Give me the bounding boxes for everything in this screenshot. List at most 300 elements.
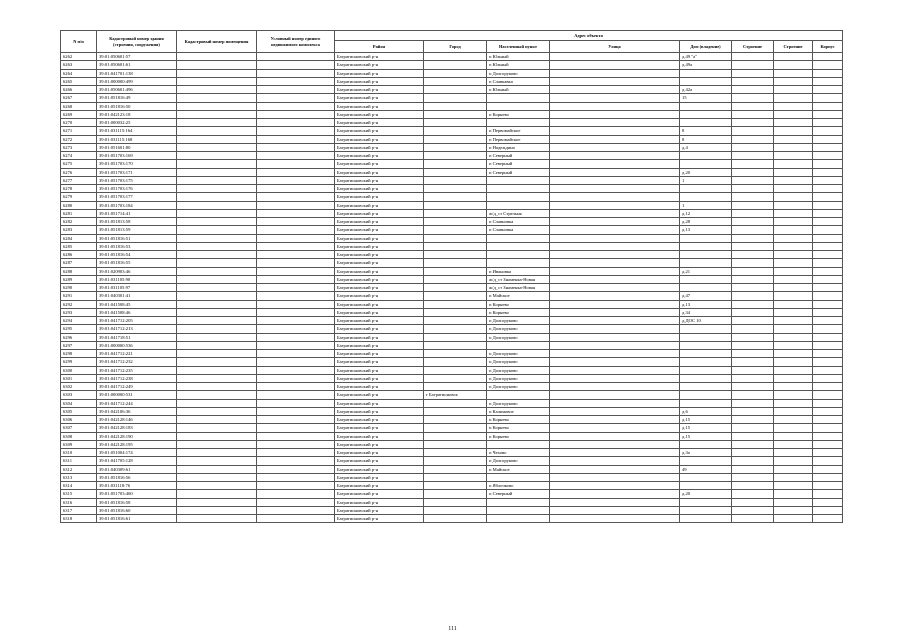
cell-cond-number — [257, 160, 335, 168]
cell-structure — [774, 407, 813, 415]
cell-cad-building: 39:01:051816:61 — [97, 515, 177, 523]
cell-district: Багратионовский р-н — [335, 432, 424, 440]
cell-cad-building: 39:01:041712:235 — [97, 366, 177, 374]
cell-cad-building: 39:01:051816:56 — [97, 473, 177, 481]
cell-num: 6314 — [61, 482, 97, 490]
cell-cad-building: 39:01:031118:76 — [97, 482, 177, 490]
cell-house: 8 — [680, 127, 732, 135]
cell-building — [732, 465, 774, 473]
cell-house: 1 — [680, 176, 732, 184]
cell-korpus — [813, 457, 843, 465]
cell-korpus — [813, 407, 843, 415]
cell-structure — [774, 209, 813, 217]
cell-cad-room — [177, 308, 257, 316]
cell-city — [424, 407, 487, 415]
cell-district: Багратионовский р-н — [335, 53, 424, 61]
cell-cad-room — [177, 209, 257, 217]
cell-cond-number — [257, 416, 335, 424]
cell-structure — [774, 465, 813, 473]
cell-city — [424, 201, 487, 209]
table-row — [61, 127, 843, 135]
cell-korpus — [813, 383, 843, 391]
cell-building — [732, 482, 774, 490]
table-row — [61, 267, 843, 275]
cell-street — [550, 374, 680, 382]
cell-settlement: п Долгоруково — [487, 333, 550, 341]
cell-settlement — [487, 498, 550, 506]
table-row — [61, 251, 843, 259]
cell-cond-number — [257, 440, 335, 448]
cell-cond-number — [257, 86, 335, 94]
cell-cad-building: 39:01:051816:54 — [97, 251, 177, 259]
cell-cad-building: 39:01:051816:50 — [97, 102, 177, 110]
cell-structure — [774, 267, 813, 275]
cell-cad-room — [177, 341, 257, 349]
cell-cad-room — [177, 119, 257, 127]
cell-city — [424, 259, 487, 267]
cell-building — [732, 119, 774, 127]
cell-city — [424, 473, 487, 481]
cell-cad-room — [177, 160, 257, 168]
cell-num: 6283 — [61, 226, 97, 234]
cell-building — [732, 127, 774, 135]
cell-cond-number — [257, 317, 335, 325]
cell-street — [550, 350, 680, 358]
cell-num: 6295 — [61, 325, 97, 333]
cell-house — [680, 473, 732, 481]
cell-street — [550, 234, 680, 242]
cell-cad-building: 39:01:051703:175 — [97, 176, 177, 184]
cell-settlement: п Долгоруково — [487, 69, 550, 77]
cell-cad-room — [177, 317, 257, 325]
cell-house: д.49а — [680, 61, 732, 69]
cell-cond-number — [257, 407, 335, 415]
cell-cad-building: 39:01:042128:195 — [97, 440, 177, 448]
cell-settlement: ж/д_ст Стрельня — [487, 209, 550, 217]
cell-cond-number — [257, 127, 335, 135]
cell-cad-room — [177, 193, 257, 201]
table-row — [61, 209, 843, 217]
cell-structure — [774, 234, 813, 242]
cell-cad-room — [177, 185, 257, 193]
cell-korpus — [813, 482, 843, 490]
cell-cond-number — [257, 366, 335, 374]
cell-house — [680, 399, 732, 407]
cell-district: Багратионовский р-н — [335, 482, 424, 490]
table-row — [61, 119, 843, 127]
cell-house — [680, 69, 732, 77]
header-structure: Строение — [774, 41, 813, 53]
table-row — [61, 341, 843, 349]
cell-street — [550, 226, 680, 234]
cell-street — [550, 308, 680, 316]
cell-korpus — [813, 267, 843, 275]
cell-building — [732, 160, 774, 168]
cell-structure — [774, 176, 813, 184]
table-row — [61, 465, 843, 473]
cell-building — [732, 366, 774, 374]
cell-settlement: п Долгоруково — [487, 350, 550, 358]
cell-cond-number — [257, 457, 335, 465]
cell-cad-building: 39:01:041712:205 — [97, 317, 177, 325]
cell-num: 6292 — [61, 300, 97, 308]
cell-settlement: ж/д_ст Знаменка-Новая — [487, 275, 550, 283]
cell-korpus — [813, 152, 843, 160]
cell-num: 6288 — [61, 267, 97, 275]
cell-num: 6262 — [61, 53, 97, 61]
cell-korpus — [813, 119, 843, 127]
cell-street — [550, 449, 680, 457]
cell-settlement: п Славновка — [487, 226, 550, 234]
cell-cond-number — [257, 119, 335, 127]
cell-cond-number — [257, 449, 335, 457]
table-row — [61, 259, 843, 267]
cell-cad-building: 39:01:042128:183 — [97, 424, 177, 432]
cell-cad-building: 39:01:000000:536 — [97, 341, 177, 349]
cell-cond-number — [257, 482, 335, 490]
cell-city — [424, 143, 487, 151]
cell-korpus — [813, 193, 843, 201]
cell-num: 6285 — [61, 242, 97, 250]
cell-house — [680, 341, 732, 349]
cell-num: 6313 — [61, 473, 97, 481]
cell-district: Багратионовский р-н — [335, 292, 424, 300]
cell-structure — [774, 94, 813, 102]
cell-settlement: п Северный — [487, 160, 550, 168]
cell-cad-building: 39:01:020903:46 — [97, 267, 177, 275]
cell-korpus — [813, 424, 843, 432]
cell-house — [680, 457, 732, 465]
cell-structure — [774, 383, 813, 391]
cell-korpus — [813, 391, 843, 399]
table-row — [61, 440, 843, 448]
cell-settlement: ж/д_ст Знаменка-Новая — [487, 284, 550, 292]
cell-korpus — [813, 341, 843, 349]
cell-num: 6284 — [61, 234, 97, 242]
cell-korpus — [813, 69, 843, 77]
cell-settlement — [487, 185, 550, 193]
cell-structure — [774, 424, 813, 432]
cell-cad-room — [177, 94, 257, 102]
cell-street — [550, 465, 680, 473]
cell-building — [732, 424, 774, 432]
table-row — [61, 53, 843, 61]
cell-settlement — [487, 242, 550, 250]
cell-cad-room — [177, 226, 257, 234]
cell-structure — [774, 498, 813, 506]
table-row — [61, 102, 843, 110]
cell-city — [424, 86, 487, 94]
table-row — [61, 416, 843, 424]
cell-cond-number — [257, 168, 335, 176]
cell-cad-room — [177, 143, 257, 151]
cell-structure — [774, 358, 813, 366]
cell-street — [550, 424, 680, 432]
cell-building — [732, 317, 774, 325]
cell-cad-building: 39:01:051601:80 — [97, 143, 177, 151]
cell-city — [424, 284, 487, 292]
cell-city — [424, 61, 487, 69]
cell-cad-building: 39:01:051703:169 — [97, 152, 177, 160]
cell-district: Багратионовский р-н — [335, 251, 424, 259]
cell-korpus — [813, 160, 843, 168]
cell-cond-number — [257, 498, 335, 506]
cell-cond-number — [257, 399, 335, 407]
cell-building — [732, 226, 774, 234]
cell-street — [550, 267, 680, 275]
cell-street — [550, 333, 680, 341]
cell-building — [732, 440, 774, 448]
cell-street — [550, 168, 680, 176]
cell-korpus — [813, 333, 843, 341]
cell-cad-room — [177, 506, 257, 514]
cell-cond-number — [257, 94, 335, 102]
cell-structure — [774, 325, 813, 333]
cell-building — [732, 350, 774, 358]
cell-street — [550, 515, 680, 523]
cell-settlement: п Ивановка — [487, 267, 550, 275]
cell-street — [550, 358, 680, 366]
cell-settlement: п Корнево — [487, 300, 550, 308]
cell-korpus — [813, 498, 843, 506]
cell-house: д.4 — [680, 143, 732, 151]
cell-city — [424, 193, 487, 201]
cell-building — [732, 185, 774, 193]
cell-cad-building: 39:01:051816:51 — [97, 234, 177, 242]
table-row — [61, 143, 843, 151]
table-row — [61, 94, 843, 102]
cell-district: Багратионовский р-н — [335, 374, 424, 382]
cell-building — [732, 333, 774, 341]
cell-district: Багратионовский р-н — [335, 152, 424, 160]
cell-city — [424, 234, 487, 242]
cell-cad-building: 39:01:042106:36 — [97, 407, 177, 415]
cell-city — [424, 374, 487, 382]
cell-cad-room — [177, 440, 257, 448]
cell-settlement: п Южный — [487, 86, 550, 94]
cell-district: Багратионовский р-н — [335, 275, 424, 283]
cell-settlement: п Чехово — [487, 449, 550, 457]
cell-structure — [774, 127, 813, 135]
cell-settlement: п Северный — [487, 168, 550, 176]
cell-district: Багратионовский р-н — [335, 498, 424, 506]
cell-cad-building: 39:01:031115:164 — [97, 127, 177, 135]
cell-settlement — [487, 391, 550, 399]
cell-korpus — [813, 176, 843, 184]
cell-korpus — [813, 53, 843, 61]
cell-street — [550, 201, 680, 209]
cell-settlement — [487, 506, 550, 514]
cell-cad-room — [177, 366, 257, 374]
cell-cond-number — [257, 176, 335, 184]
cell-num: 6304 — [61, 399, 97, 407]
cell-city — [424, 127, 487, 135]
cell-cad-building: 39:01:041705:128 — [97, 457, 177, 465]
cell-num: 6270 — [61, 119, 97, 127]
cell-num: 6264 — [61, 69, 97, 77]
cell-city — [424, 424, 487, 432]
cell-cond-number — [257, 201, 335, 209]
cell-num: 6309 — [61, 440, 97, 448]
header-num: N п/п — [61, 31, 97, 53]
table-row — [61, 366, 843, 374]
cell-house — [680, 350, 732, 358]
cell-district: Багратионовский р-н — [335, 350, 424, 358]
cell-korpus — [813, 127, 843, 135]
cell-district: Багратионовский р-н — [335, 226, 424, 234]
cell-structure — [774, 490, 813, 498]
cell-structure — [774, 399, 813, 407]
cell-num: 6296 — [61, 333, 97, 341]
cell-house — [680, 193, 732, 201]
cell-num: 6278 — [61, 185, 97, 193]
cell-street — [550, 94, 680, 102]
cell-house — [680, 284, 732, 292]
cell-num: 6281 — [61, 209, 97, 217]
cell-building — [732, 275, 774, 283]
cell-street — [550, 102, 680, 110]
cell-cond-number — [257, 358, 335, 366]
cell-city — [424, 350, 487, 358]
cell-settlement: п Майское — [487, 465, 550, 473]
cell-house — [680, 358, 732, 366]
cell-korpus — [813, 292, 843, 300]
cell-district: Багратионовский р-н — [335, 127, 424, 135]
cell-cad-room — [177, 251, 257, 259]
table-row — [61, 391, 843, 399]
cell-district: Багратионовский р-н — [335, 506, 424, 514]
cell-settlement — [487, 251, 550, 259]
cell-structure — [774, 366, 813, 374]
cell-korpus — [813, 94, 843, 102]
cell-cad-room — [177, 61, 257, 69]
cell-structure — [774, 432, 813, 440]
cell-cond-number — [257, 152, 335, 160]
header-building: Строение — [732, 41, 774, 53]
cell-settlement — [487, 259, 550, 267]
table-row — [61, 350, 843, 358]
cell-street — [550, 482, 680, 490]
cell-street — [550, 209, 680, 217]
cell-city — [424, 515, 487, 523]
cell-district: Багратионовский р-н — [335, 515, 424, 523]
cell-structure — [774, 185, 813, 193]
cell-house — [680, 160, 732, 168]
cell-cad-building: 39:01:051816:60 — [97, 506, 177, 514]
cell-korpus — [813, 135, 843, 143]
cell-structure — [774, 341, 813, 349]
cell-street — [550, 391, 680, 399]
cell-district: Багратионовский р-н — [335, 201, 424, 209]
cell-district: Багратионовский р-н — [335, 102, 424, 110]
cell-street — [550, 473, 680, 481]
cell-district: Багратионовский р-н — [335, 473, 424, 481]
cell-house: д.49 "а" — [680, 53, 732, 61]
cell-cad-room — [177, 201, 257, 209]
cell-district: Багратионовский р-н — [335, 119, 424, 127]
cell-street — [550, 119, 680, 127]
cell-settlement — [487, 193, 550, 201]
cell-street — [550, 242, 680, 250]
cell-district: Багратионовский р-н — [335, 242, 424, 250]
cell-street — [550, 251, 680, 259]
cell-district: Багратионовский р-н — [335, 457, 424, 465]
cell-cad-room — [177, 482, 257, 490]
cell-cond-number — [257, 506, 335, 514]
cell-cond-number — [257, 383, 335, 391]
cell-building — [732, 457, 774, 465]
cell-num: 6303 — [61, 391, 97, 399]
cell-korpus — [813, 506, 843, 514]
cell-building — [732, 77, 774, 85]
cell-cad-room — [177, 432, 257, 440]
cell-cad-building: 39:01:041712:221 — [97, 350, 177, 358]
cell-cond-number — [257, 251, 335, 259]
cell-cond-number — [257, 391, 335, 399]
cell-cond-number — [257, 53, 335, 61]
cell-num: 6271 — [61, 127, 97, 135]
cell-city — [424, 275, 487, 283]
cell-street — [550, 300, 680, 308]
cell-street — [550, 193, 680, 201]
cell-structure — [774, 201, 813, 209]
header-korpus: Корпус — [813, 41, 843, 53]
cell-house: 8 — [680, 135, 732, 143]
cell-building — [732, 490, 774, 498]
table-row — [61, 300, 843, 308]
cell-settlement — [487, 234, 550, 242]
cell-street — [550, 53, 680, 61]
cell-house: д.21 — [680, 267, 732, 275]
cell-cad-room — [177, 465, 257, 473]
cell-cad-building: 39:01:051703:184 — [97, 201, 177, 209]
cell-num: 6280 — [61, 201, 97, 209]
cell-korpus — [813, 473, 843, 481]
cell-cad-room — [177, 152, 257, 160]
cell-num: 6299 — [61, 358, 97, 366]
cell-house: 49 — [680, 465, 732, 473]
cell-city — [424, 399, 487, 407]
cell-building — [732, 242, 774, 250]
header-house: Дом (владение) — [680, 41, 732, 53]
cell-building — [732, 506, 774, 514]
cell-settlement: п Корнево — [487, 424, 550, 432]
cell-house: д.15 — [680, 416, 732, 424]
cell-cad-room — [177, 77, 257, 85]
cell-korpus — [813, 77, 843, 85]
cell-settlement: п Славновка — [487, 218, 550, 226]
cell-building — [732, 473, 774, 481]
cell-district: Багратионовский р-н — [335, 341, 424, 349]
cell-korpus — [813, 143, 843, 151]
cell-cad-room — [177, 399, 257, 407]
cell-street — [550, 176, 680, 184]
cell-korpus — [813, 102, 843, 110]
cell-street — [550, 152, 680, 160]
cell-cad-building: 39:01:051703:176 — [97, 185, 177, 193]
cell-building — [732, 135, 774, 143]
cell-building — [732, 341, 774, 349]
cell-num: 6269 — [61, 110, 97, 118]
cell-district: Багратионовский р-н — [335, 284, 424, 292]
cell-cad-building: 39:01:000000:531 — [97, 391, 177, 399]
cell-settlement: п Северный — [487, 490, 550, 498]
cell-district: Багратионовский р-н — [335, 267, 424, 275]
cell-district: Багратионовский р-н — [335, 440, 424, 448]
cell-cad-room — [177, 490, 257, 498]
table-row — [61, 292, 843, 300]
cell-cad-room — [177, 53, 257, 61]
